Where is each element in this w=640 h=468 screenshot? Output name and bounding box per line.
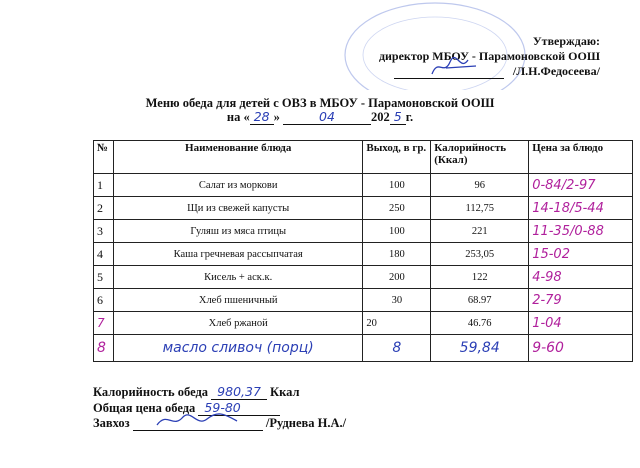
table-header	[94, 141, 633, 174]
approval-title: Утверждаю:	[532, 34, 600, 48]
table-row: 4 Каша гречневая рассыпчатая 180 253,05 15-02	[94, 243, 633, 266]
menu-table	[93, 140, 633, 362]
header-name: Наименование блюда	[113, 141, 362, 174]
date-year: 5	[390, 110, 406, 125]
header-output: Выход, в гр.	[363, 141, 431, 174]
total-calories-value: 980,37	[211, 384, 267, 400]
manager-name: /Руднева Н.А./	[265, 416, 347, 430]
table-row: 6 Хлеб пшеничный 30 68.97 2-79	[94, 289, 633, 312]
manager-signature	[133, 417, 263, 431]
document-title	[0, 96, 640, 125]
total-price: Общая цена обеда 59-80	[93, 400, 346, 416]
manager-line: Завхоз /Руднева Н.А./	[93, 416, 346, 431]
total-calories: Калорийность обеда 980,37 Ккал	[93, 384, 300, 399]
totals-block	[93, 384, 346, 431]
table-row: 5 Кисель + аск.к. 200 122 4-98	[94, 266, 633, 289]
approval-position: директор МБОУ - Парамоновской ООШ	[378, 49, 600, 63]
table-row: 2 Щи из свежей капусты 250 112,75 14-18/5-44	[94, 197, 633, 220]
signature-scribble	[428, 56, 488, 78]
table-row: 1 Салат из моркови 100 96 0-84/2-97	[94, 174, 633, 197]
director-signature	[394, 66, 504, 79]
table-row: 7 Хлеб ржаной 20 46.76 1-04	[94, 312, 633, 335]
table-row: 3 Гуляш из мяса птицы 100 221 11-35/0-88	[94, 220, 633, 243]
director-name: /Л.Н.Федосеева/	[512, 64, 600, 78]
date-day: 28	[250, 110, 274, 125]
table-row: 8 масло сливоч (порц) 8 59,84 9-60	[94, 335, 633, 362]
title-line: Меню обеда для детей с ОВЗ в МБОУ - Парамоновской ООШ	[145, 96, 495, 110]
header-price: Цена за блюдо	[529, 141, 633, 174]
total-price-value: 59-80	[198, 400, 280, 416]
header-num: №	[94, 141, 114, 174]
header-calories: Калорийность (Ккал)	[431, 141, 529, 174]
date-month: 04	[283, 110, 371, 125]
approval-block	[379, 34, 600, 79]
signature-scribble	[153, 409, 243, 431]
title-date: на « 28 » 04 202 5 г.	[226, 109, 414, 124]
